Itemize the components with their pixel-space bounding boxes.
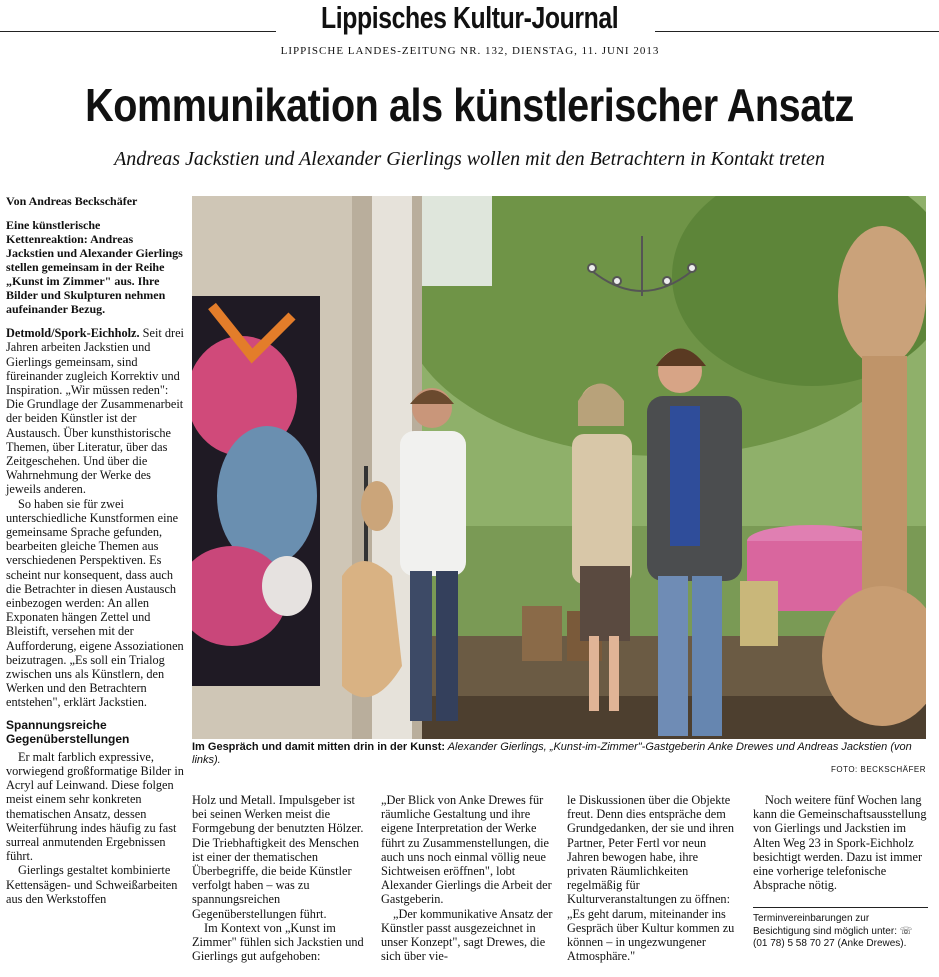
column-5 — [753, 793, 928, 892]
masthead-rule-left — [0, 31, 276, 32]
section-subheading: Spannungsreiche Gegenüberstellungen — [6, 717, 130, 746]
subheadline: Andreas Jackstien und Alexander Gierlings wollen mit den Betrachtern in Kontakt treten — [114, 148, 825, 170]
masthead-rule-right — [655, 31, 939, 32]
body-paragraph: Noch weitere fünf Wochen lang kann die Gemeinschaftsausstellung von Gierlings und Jackstien im Alten Weg 23 in Spork-Eichholz besichtigt werden. Dazu ist immer eine vorherige telefonische Absprache nötig. — [753, 793, 927, 893]
body-paragraph: Detmold/Spork-Eichholz. Seit drei Jahren arbeiten Jackstien und Gierlings gemeinsam, sind füreinander zugleich Korrektiv und Inspiration. „Wir müssen reden": Die Grundlage der Zusammenarbeit der beiden Künstler ist der Austausch. Über kunsthistorische Themen, über Literatur, über das Zeitgeschehen. Und über die Wahrnehmung der Werke des jeweils anderen. — [6, 326, 184, 497]
dateline: Detmold/Spork-Eichholz. — [6, 326, 140, 341]
photo-scene — [192, 196, 926, 739]
issue-meta: LIPPISCHE LANDES-ZEITUNG NR. 132, DIENSTAG, 11. JUNI 2013 — [280, 45, 660, 57]
column-1 — [6, 194, 184, 906]
painting — [192, 296, 320, 686]
body-paragraph: „Der Blick von Anke Drewes für räumliche Gestaltung und ihre eigene Interpretation der Werke führt zu Zusammenstellungen, die auch uns noch einmal völlig neue Sichtweisen eröffnen", lobt Alexander Gierlings die Arbeit der Gastgeberin. — [381, 793, 552, 907]
info-note: Terminvereinbarungen zur Besichtigung sind möglich unter: ☏ (01 78) 5 58 70 27 (Anke Drewes). — [753, 913, 913, 949]
body-paragraph: le Diskussionen über die Objekte freut. Denn dies entspräche dem Grundgedanken, der sie und ihren Partner, Peter Fertl vor neun Jahren bewogen habe, ihre privaten Räumlichkeiten regelmäßig für Kulturveranstaltungen zu öffnen: „Es geht darum, miteinander ins Gespräch über Kultur kommen zu können – in ungezwungener Atmosphäre." — [567, 793, 735, 964]
column-3 — [381, 793, 553, 963]
article-photo — [192, 196, 926, 739]
note-rule — [753, 907, 928, 908]
body-paragraph: So haben sie für zwei unterschiedliche Kunstformen eine gemeinsame Sprache gefunden, bearbeiten gleiche Themen aus verschiedenen Perspektiven. Es scheint nur konsequent, dass auch die Betrachter in diesen Austausch einbezogen werden: An allen Exponaten hängen Zettel und Bleistift, versehen mit der Aufforderung, eigene Assoziationen beizutragen. „Es soll ein Trialog zwischen uns als Künstlern, den Werken und den Betrachtern entstehen", erklärt Jackstien. — [6, 496, 184, 710]
masthead-title: Lippisches Kultur-Journal — [321, 0, 619, 35]
author-line: Von Andreas Beckschäfer — [6, 194, 138, 208]
body-paragraph: Er malt farblich expressive, vorwiegend großformatige Bilder in Acryl auf Leinwand. Diese folgen meist einem sehr konkreten thematischen Ansatz, dessen Weiterführung indes häufig zu fast surreal anmutenden Ergebnissen führt. — [6, 749, 184, 864]
body-paragraph: Im Kontext von „Kunst im Zimmer" fühlen sich Jackstien und Gierlings gut aufgehoben: — [192, 920, 364, 964]
photo-caption: Im Gespräch und damit mitten drin in der Kunst: Alexander Gierlings, „Kunst-im-Zimmer"-Gastgeberin Anke Drewes und Andreas Jackstien (von links). — [192, 741, 912, 766]
column-2 — [192, 793, 364, 963]
column-4 — [567, 793, 739, 963]
body-paragraph: Gierlings gestaltet kombinierte Kettensägen- und Schweißarbeiten aus den Werkstoffen — [6, 863, 178, 906]
lead-paragraph: Eine künstlerische Kettenreaktion: Andreas Jackstien und Alexander Gierlings stellen gemeinsam in der Reihe „Kunst im Zimmer" aus. Ihre Bilder und Skulpturen nehmen aufeinander Bezug. — [6, 218, 183, 317]
headline: Kommunikation als künstlerischer Ansatz — [85, 79, 854, 131]
body-paragraph: „Der kommunikative Ansatz der Künstler passt ausgezeichnet in unser Konzept", sagt Drewes, die sich über vie- — [381, 906, 553, 964]
photo-credit: FOTO: BECKSCHÄFER — [830, 765, 926, 774]
body-paragraph: Holz und Metall. Impulsgeber ist bei seinen Werken meist die Formgebung der benutzten Hölzer. Die Triebhaftigkeit des Menschen ist einer der thematischen Überbegriffe, die beide Künstler verfolgt haben – was zu spannungsreichen Gegenüberstellungen führt. — [192, 793, 364, 921]
